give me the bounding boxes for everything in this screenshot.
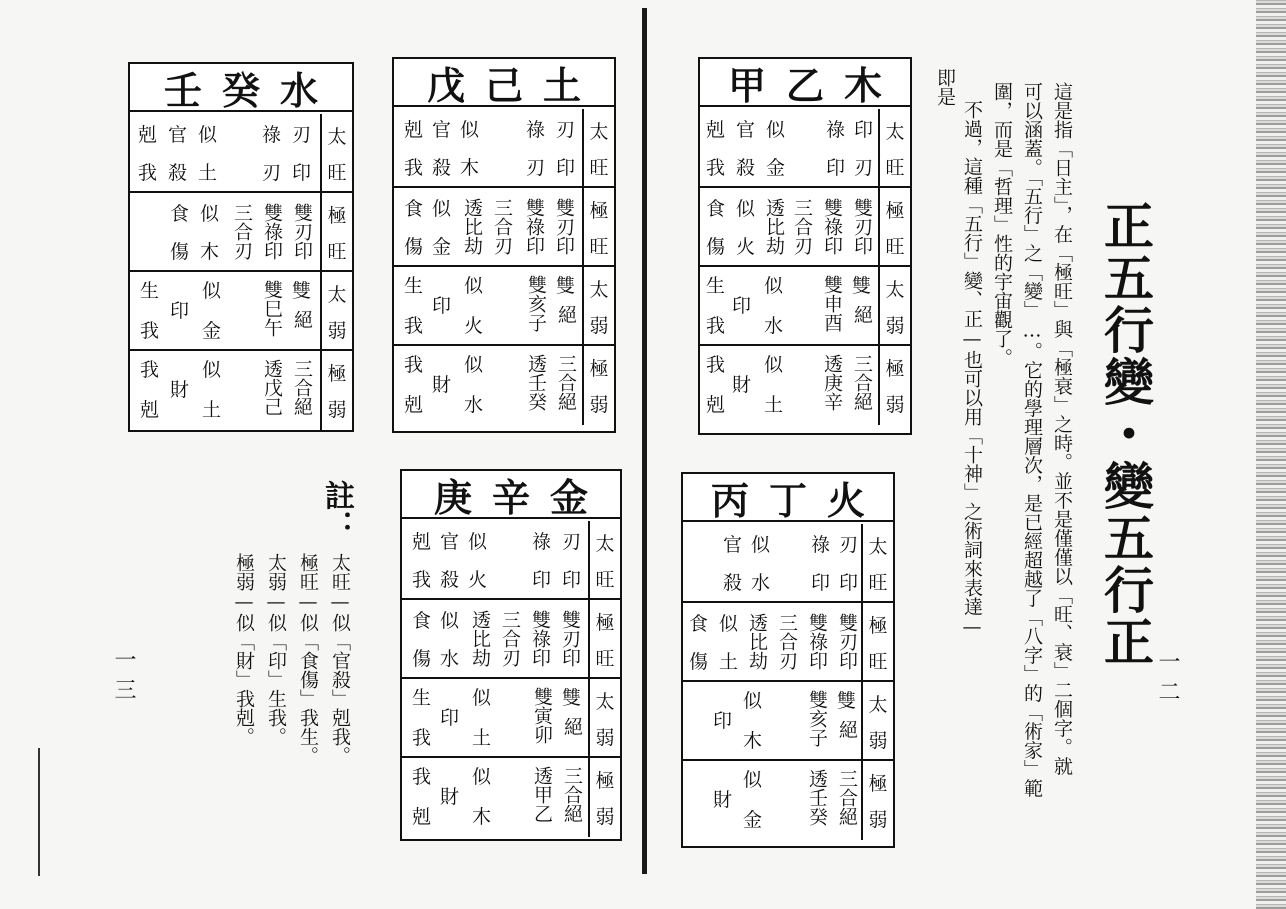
table-cell-text: 殺 bbox=[736, 157, 756, 179]
chapter-title: 正五行變・變五行正 bbox=[1096, 200, 1155, 668]
table-cell-text: 食 bbox=[404, 198, 424, 220]
table-cell-text: 雙祿印 bbox=[523, 198, 545, 255]
table-cell-text: 似 bbox=[751, 534, 771, 556]
table-cell-text: 我 bbox=[706, 354, 726, 376]
table-cell-text: 弱 bbox=[589, 315, 609, 337]
table-cell-text: 剋 bbox=[138, 124, 158, 146]
row-label bbox=[588, 600, 620, 677]
table-cell-text: 我 bbox=[412, 766, 432, 788]
table-title: 庚辛金 bbox=[402, 471, 620, 519]
table-cell-text: 弱 bbox=[327, 399, 347, 421]
table-cell-text: 剋 bbox=[412, 806, 432, 828]
table-cell-text: 殺 bbox=[432, 157, 452, 179]
table-cell-text: 三合絕 bbox=[291, 359, 313, 416]
table-cell-text: 三合絕 bbox=[561, 766, 583, 823]
table-cell-text: 絕 bbox=[561, 717, 583, 736]
table-cell-text: 雙寅卯 bbox=[531, 687, 553, 744]
table-cell-text: 傷 bbox=[689, 651, 709, 673]
table-cell-text: 雙祿印 bbox=[821, 198, 843, 255]
table-cell-text: 極 bbox=[868, 615, 888, 637]
table-cell-text: 我 bbox=[404, 157, 424, 179]
table-cell-text: 雙刃印 bbox=[553, 198, 575, 255]
table-wuji-earth bbox=[392, 57, 616, 433]
table-cell-text: 土 bbox=[764, 394, 784, 416]
table-cell-text: 印 bbox=[532, 569, 552, 591]
row-tai-ruo bbox=[683, 682, 893, 761]
table-cell-text: 極 bbox=[868, 773, 888, 795]
table-cell-text: 食 bbox=[689, 613, 709, 635]
table-cell-text: 食 bbox=[412, 610, 432, 632]
table-cell-text: 雙 bbox=[292, 280, 312, 302]
table-cell-text: 我 bbox=[404, 315, 424, 337]
table-cell-text: 弱 bbox=[595, 727, 615, 749]
table-cell-text: 木 bbox=[460, 157, 480, 179]
table-cell-text: 絕 bbox=[291, 310, 313, 329]
table-title: 甲乙木 bbox=[700, 59, 910, 107]
table-cell-text: 官 bbox=[736, 119, 756, 141]
table-cell-text: 財 bbox=[732, 374, 752, 396]
row-tai-ruo bbox=[130, 272, 352, 351]
row-label bbox=[861, 682, 893, 759]
table-cell-text: 祿 bbox=[532, 531, 552, 553]
table-cell-text: 土 bbox=[202, 399, 222, 421]
table-cell-text: 官 bbox=[168, 124, 188, 146]
table-cell-text: 極 bbox=[589, 358, 609, 380]
table-cell-text: 金 bbox=[766, 157, 786, 179]
table-cell-text: 生 bbox=[706, 275, 726, 297]
table-cell-text: 祿 bbox=[526, 119, 546, 141]
table-cell-text: 官 bbox=[440, 531, 460, 553]
table-cell-text: 旺 bbox=[885, 157, 905, 179]
table-cell-text: 似 bbox=[472, 766, 492, 788]
table-jiayi-wood bbox=[698, 57, 912, 435]
table-cell-text: 極 bbox=[327, 363, 347, 385]
table-cell-text: 透比劫 bbox=[763, 198, 785, 255]
table-cell-text: 太 bbox=[589, 279, 609, 301]
table-cell-text: 極 bbox=[327, 205, 347, 227]
table-cell-text: 火 bbox=[464, 315, 484, 337]
row-label bbox=[861, 524, 893, 601]
row-tai-ruo bbox=[394, 267, 614, 346]
row-label bbox=[582, 109, 614, 186]
table-cell-text: 刃 bbox=[562, 531, 582, 553]
table-cell-text: 我 bbox=[404, 354, 424, 376]
table-cell-text: 傷 bbox=[412, 648, 432, 670]
row-label bbox=[588, 679, 620, 756]
row-ji-ruo bbox=[402, 758, 620, 837]
table-cell-text: 剋 bbox=[706, 119, 726, 141]
table-cell-text: 太 bbox=[589, 121, 609, 143]
row-label bbox=[320, 193, 352, 270]
table-cell-text: 似 bbox=[202, 280, 222, 302]
table-cell-text: 我 bbox=[412, 569, 432, 591]
table-cell-text: 似 bbox=[736, 198, 756, 220]
table-cell-text: 太 bbox=[595, 691, 615, 713]
table-cell-text: 雙亥子 bbox=[525, 275, 547, 332]
table-cell-text: 刃 bbox=[292, 124, 312, 146]
row-label bbox=[320, 114, 352, 191]
table-title: 戊己土 bbox=[394, 59, 614, 107]
table-cell-text: 生 bbox=[404, 275, 424, 297]
table-cell-text: 我 bbox=[706, 315, 726, 337]
table-cell-text: 財 bbox=[713, 789, 733, 811]
table-cell-text: 雙 bbox=[562, 687, 582, 709]
table-cell-text: 太 bbox=[595, 533, 615, 555]
table-cell-text: 雙刃印 bbox=[836, 613, 858, 670]
table-cell-text: 木 bbox=[200, 241, 220, 263]
table-cell-text: 我 bbox=[138, 162, 158, 184]
table-cell-text: 雙 bbox=[837, 690, 857, 712]
paragraph-line-1: 這是指「日主」，在「極旺」與「極衰」之時。並不是僅僅以「旺、衰」二個字。就 bbox=[1051, 82, 1073, 776]
table-cell-text: 透庚辛 bbox=[821, 354, 843, 411]
row-tai-wang bbox=[394, 109, 614, 188]
table-cell-text: 透比劫 bbox=[469, 610, 491, 667]
table-cell-text: 極 bbox=[589, 200, 609, 222]
table-cell-text: 火 bbox=[736, 236, 756, 258]
table-cell-text: 似 bbox=[460, 119, 480, 141]
row-tai-wang bbox=[402, 521, 620, 600]
table-cell-text: 似 bbox=[464, 275, 484, 297]
table-cell-text: 三合絕 bbox=[836, 769, 858, 826]
table-cell-text: 似 bbox=[764, 354, 784, 376]
row-ji-wang bbox=[402, 600, 620, 679]
paragraph-line-2: 可以涵蓋。「五行」之「變」…。它的學理層次，是已經超越了「八字」的「術家」範 bbox=[1021, 82, 1043, 798]
table-cell-text: 生 bbox=[412, 687, 432, 709]
table-cell-text: 水 bbox=[751, 572, 771, 594]
row-label bbox=[320, 272, 352, 349]
page-edge-line bbox=[38, 748, 40, 876]
row-label bbox=[878, 188, 910, 265]
table-cell-text: 我 bbox=[140, 320, 160, 342]
table-cell-text: 旺 bbox=[595, 569, 615, 591]
note-line-2: 極旺—似「食傷」我生。 bbox=[297, 553, 319, 765]
table-cell-text: 極 bbox=[885, 200, 905, 222]
table-cell-text: 刃 bbox=[526, 157, 546, 179]
table-cell-text: 似 bbox=[766, 119, 786, 141]
table-cell-text: 似 bbox=[200, 203, 220, 225]
table-cell-text: 傷 bbox=[706, 236, 726, 258]
table-cell-text: 似 bbox=[472, 687, 492, 709]
table-cell-text: 祿 bbox=[826, 119, 846, 141]
table-cell-text: 旺 bbox=[868, 572, 888, 594]
table-cell-text: 剋 bbox=[412, 531, 432, 553]
row-tai-wang bbox=[683, 524, 893, 603]
table-cell-text: 印 bbox=[811, 572, 831, 594]
table-cell-text: 極 bbox=[885, 358, 905, 380]
paragraph-line-5: 即是 bbox=[934, 68, 956, 106]
table-cell-text: 印 bbox=[732, 295, 752, 317]
table-cell-text: 土 bbox=[719, 651, 739, 673]
row-tai-wang bbox=[700, 109, 910, 188]
table-cell-text: 水 bbox=[764, 315, 784, 337]
table-cell-text: 食 bbox=[170, 203, 190, 225]
table-cell-text: 太 bbox=[327, 126, 347, 148]
table-cell-text: 太 bbox=[885, 121, 905, 143]
page-number-right: 一二 bbox=[1155, 650, 1180, 710]
table-cell-text: 剋 bbox=[404, 394, 424, 416]
table-cell-text: 似 bbox=[198, 124, 218, 146]
table-cell-text: 木 bbox=[472, 806, 492, 828]
row-label bbox=[588, 521, 620, 598]
table-cell-text: 殺 bbox=[168, 162, 188, 184]
table-cell-text: 弱 bbox=[327, 320, 347, 342]
row-tai-ruo bbox=[700, 267, 910, 346]
table-cell-text: 印 bbox=[826, 157, 846, 179]
table-cell-text: 弱 bbox=[885, 315, 905, 337]
table-cell-text: 太 bbox=[868, 536, 888, 558]
table-cell-text: 似 bbox=[764, 275, 784, 297]
table-cell-text: 透比劫 bbox=[461, 198, 483, 255]
table-cell-text: 旺 bbox=[589, 236, 609, 258]
table-cell-text: 三合刃 bbox=[231, 203, 253, 260]
table-cell-text: 印 bbox=[839, 572, 859, 594]
row-tai-ruo bbox=[402, 679, 620, 758]
table-title: 丙丁火 bbox=[683, 474, 893, 522]
table-cell-text: 雙祿印 bbox=[261, 203, 283, 260]
table-cell-text: 弱 bbox=[885, 394, 905, 416]
row-ji-ruo bbox=[683, 761, 893, 840]
table-cell-text: 絕 bbox=[851, 305, 873, 324]
table-cell-text: 三合刃 bbox=[499, 610, 521, 667]
row-label bbox=[878, 267, 910, 344]
table-cell-text: 旺 bbox=[885, 236, 905, 258]
table-cell-text: 三合刃 bbox=[791, 198, 813, 255]
table-cell-text: 透戊己 bbox=[261, 359, 283, 416]
table-gengxin-metal bbox=[400, 469, 622, 841]
table-cell-text: 雙刃印 bbox=[851, 198, 873, 255]
row-label bbox=[878, 109, 910, 186]
table-cell-text: 印 bbox=[713, 710, 733, 732]
table-cell-text: 印 bbox=[556, 157, 576, 179]
row-label bbox=[861, 603, 893, 680]
table-cell-text: 弱 bbox=[868, 809, 888, 831]
row-ji-wang bbox=[394, 188, 614, 267]
table-cell-text: 土 bbox=[472, 727, 492, 749]
table-cell-text: 極 bbox=[595, 612, 615, 634]
table-cell-text: 刃 bbox=[556, 119, 576, 141]
table-cell-text: 太 bbox=[868, 694, 888, 716]
table-cell-text: 印 bbox=[432, 295, 452, 317]
table-cell-text: 三合絕 bbox=[555, 354, 577, 411]
table-cell-text: 似 bbox=[743, 769, 763, 791]
table-cell-text: 殺 bbox=[723, 572, 743, 594]
table-cell-text: 弱 bbox=[589, 394, 609, 416]
table-cell-text: 祿 bbox=[811, 534, 831, 556]
row-ji-ruo bbox=[700, 346, 910, 425]
table-cell-text: 旺 bbox=[595, 648, 615, 670]
row-ji-wang bbox=[683, 603, 893, 682]
table-cell-text: 透比劫 bbox=[746, 613, 768, 670]
table-cell-text: 似 bbox=[440, 610, 460, 632]
table-cell-text: 旺 bbox=[327, 241, 347, 263]
table-title: 壬癸水 bbox=[130, 64, 352, 112]
table-cell-text: 絕 bbox=[555, 305, 577, 324]
table-cell-text: 旺 bbox=[589, 157, 609, 179]
table-cell-text: 土 bbox=[198, 162, 218, 184]
row-label bbox=[582, 267, 614, 344]
table-cell-text: 印 bbox=[440, 707, 460, 729]
table-cell-text: 似 bbox=[464, 354, 484, 376]
table-cell-text: 生 bbox=[140, 280, 160, 302]
row-tai-wang bbox=[130, 114, 352, 193]
row-label bbox=[582, 346, 614, 425]
table-cell-text: 水 bbox=[464, 394, 484, 416]
table-rengui-water bbox=[128, 62, 354, 432]
table-cell-text: 財 bbox=[170, 379, 190, 401]
note-heading: 註： bbox=[319, 480, 354, 540]
table-cell-text: 傷 bbox=[170, 241, 190, 263]
table-cell-text: 弱 bbox=[595, 806, 615, 828]
note-line-3: 太弱—似「印」生我。 bbox=[265, 553, 287, 746]
table-cell-text: 水 bbox=[440, 648, 460, 670]
table-cell-text: 金 bbox=[743, 809, 763, 831]
table-cell-text: 似 bbox=[719, 613, 739, 635]
table-cell-text: 印 bbox=[854, 119, 874, 141]
table-cell-text: 雙申酉 bbox=[821, 275, 843, 332]
table-cell-text: 絕 bbox=[836, 720, 858, 739]
table-cell-text: 剋 bbox=[140, 399, 160, 421]
table-cell-text: 我 bbox=[412, 727, 432, 749]
table-cell-text: 財 bbox=[440, 786, 460, 808]
table-bingding-fire bbox=[681, 472, 895, 848]
table-cell-text: 印 bbox=[562, 569, 582, 591]
table-cell-text: 三合刃 bbox=[776, 613, 798, 670]
table-cell-text: 雙亥子 bbox=[806, 690, 828, 747]
table-cell-text: 雙刃印 bbox=[291, 203, 313, 260]
table-cell-text: 傷 bbox=[404, 236, 424, 258]
row-ji-wang bbox=[130, 193, 352, 272]
row-label bbox=[878, 346, 910, 425]
table-cell-text: 旺 bbox=[868, 651, 888, 673]
table-cell-text: 雙巳午 bbox=[261, 280, 283, 337]
note-line-1: 太旺—似「官殺」剋我。 bbox=[329, 553, 351, 765]
table-cell-text: 金 bbox=[202, 320, 222, 342]
table-cell-text: 太 bbox=[327, 284, 347, 306]
table-cell-text: 三合絕 bbox=[851, 354, 873, 411]
page-number-left: 一三 bbox=[111, 648, 136, 708]
table-cell-text: 刃 bbox=[839, 534, 859, 556]
table-cell-text: 雙祿印 bbox=[806, 613, 828, 670]
table-cell-text: 弱 bbox=[868, 730, 888, 752]
table-cell-text: 財 bbox=[432, 374, 452, 396]
row-label bbox=[582, 188, 614, 265]
table-cell-text: 極 bbox=[595, 770, 615, 792]
note-line-4: 極弱—似「財」我剋。 bbox=[233, 553, 255, 746]
table-cell-text: 似 bbox=[432, 198, 452, 220]
table-cell-text: 我 bbox=[140, 359, 160, 381]
table-cell-text: 透壬癸 bbox=[806, 769, 828, 826]
row-ji-ruo bbox=[130, 351, 352, 430]
table-cell-text: 似 bbox=[202, 359, 222, 381]
scan-edge-texture bbox=[1256, 0, 1286, 909]
table-cell-text: 旺 bbox=[327, 162, 347, 184]
book-spine bbox=[642, 8, 647, 874]
row-label bbox=[320, 351, 352, 430]
table-cell-text: 雙 bbox=[556, 275, 576, 297]
row-label bbox=[861, 761, 893, 840]
table-cell-text: 祿 bbox=[262, 124, 282, 146]
table-cell-text: 殺 bbox=[440, 569, 460, 591]
table-cell-text: 我 bbox=[706, 157, 726, 179]
table-cell-text: 透甲乙 bbox=[531, 766, 553, 823]
row-ji-ruo bbox=[394, 346, 614, 425]
table-cell-text: 透壬癸 bbox=[525, 354, 547, 411]
paragraph-line-4: 不過，這種「五行」變、正—也可以用「十神」之術詞來表達— bbox=[961, 100, 983, 638]
table-cell-text: 雙刃印 bbox=[559, 610, 581, 667]
table-cell-text: 木 bbox=[743, 730, 763, 752]
table-cell-text: 剋 bbox=[706, 394, 726, 416]
table-cell-text: 印 bbox=[292, 162, 312, 184]
table-cell-text: 金 bbox=[432, 236, 452, 258]
table-cell-text: 食 bbox=[706, 198, 726, 220]
table-cell-text: 似 bbox=[743, 690, 763, 712]
table-cell-text: 火 bbox=[468, 569, 488, 591]
table-cell-text: 似 bbox=[468, 531, 488, 553]
table-cell-text: 太 bbox=[885, 279, 905, 301]
row-ji-wang bbox=[700, 188, 910, 267]
table-cell-text: 印 bbox=[170, 300, 190, 322]
table-cell-text: 雙 bbox=[852, 275, 872, 297]
paragraph-line-3: 圍，而是「哲理」性的宇宙觀了。 bbox=[991, 82, 1013, 367]
table-cell-text: 刃 bbox=[262, 162, 282, 184]
table-cell-text: 雙祿印 bbox=[529, 610, 551, 667]
table-cell-text: 三合刃 bbox=[491, 198, 513, 255]
table-cell-text: 官 bbox=[723, 534, 743, 556]
table-cell-text: 剋 bbox=[404, 119, 424, 141]
table-cell-text: 官 bbox=[432, 119, 452, 141]
table-cell-text: 刃 bbox=[854, 157, 874, 179]
row-label bbox=[588, 758, 620, 837]
